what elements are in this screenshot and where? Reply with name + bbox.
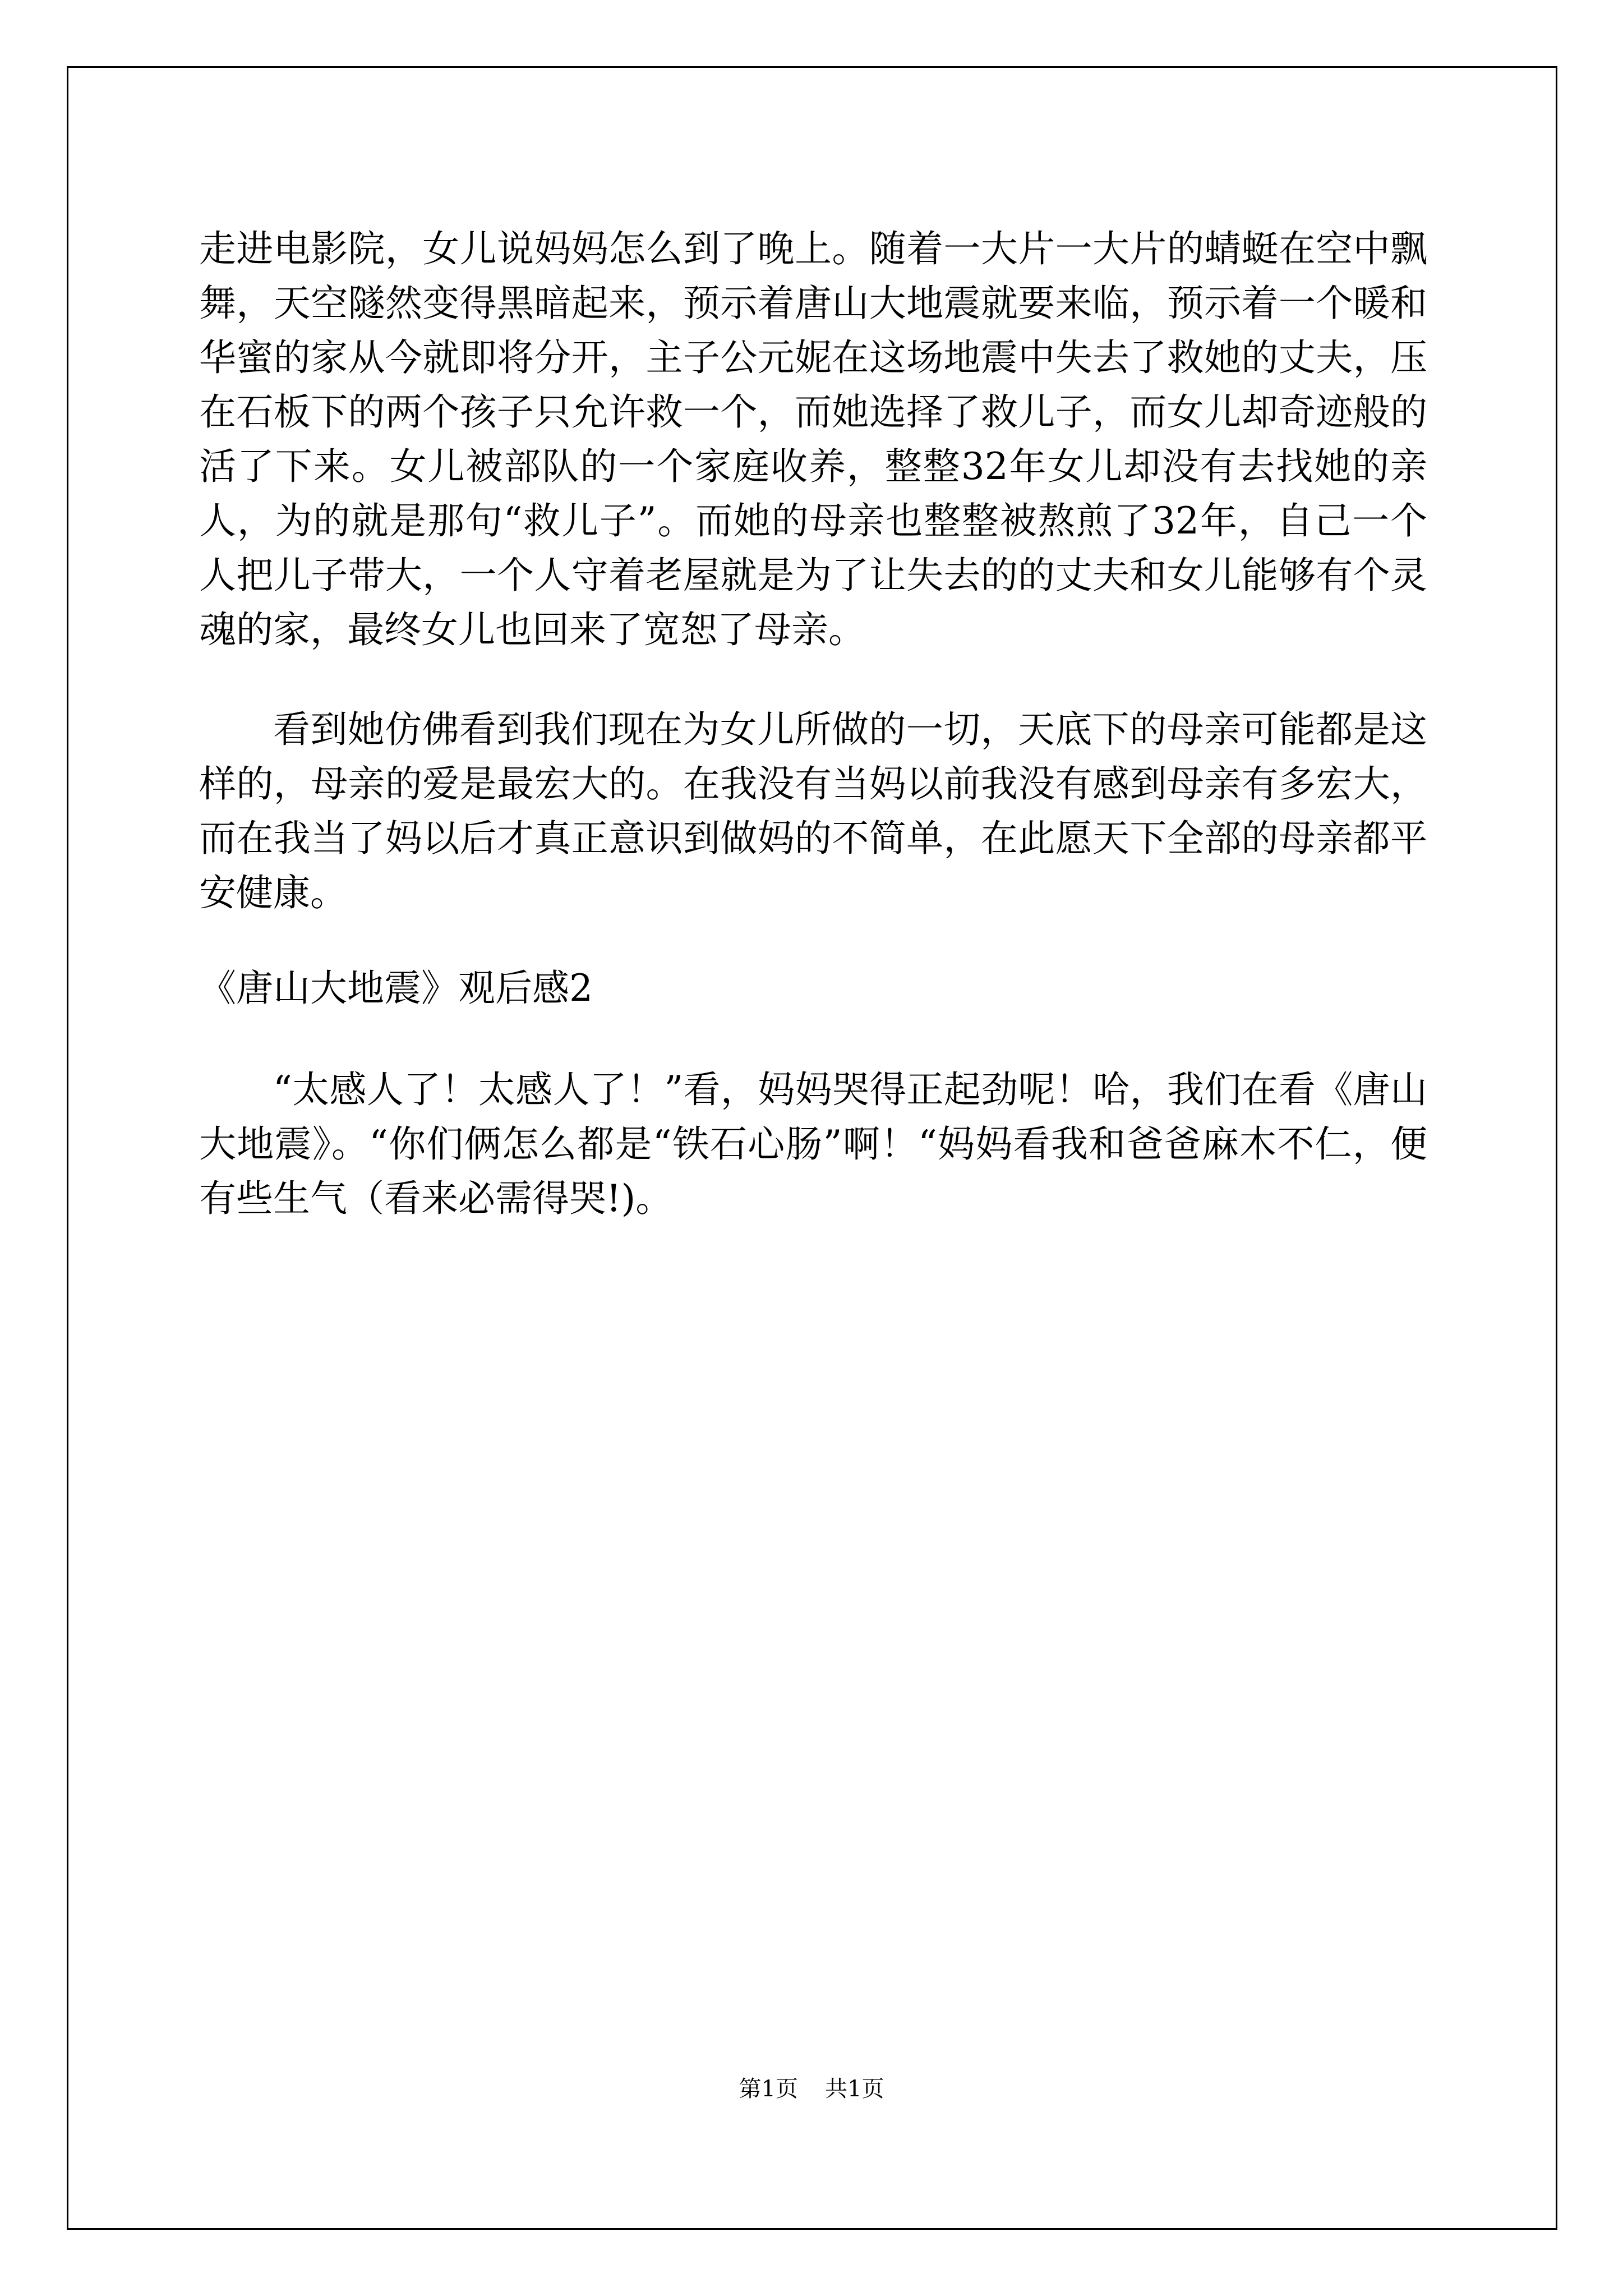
page-footer xyxy=(0,2071,1623,2103)
page-total: 共1页 xyxy=(825,2076,884,2102)
paragraph-3: “太感人了！太感人了！”看，妈妈哭得正起劲呢！哈，我们在看《唐山大地震》。“你们俩怎么都是“铁石心肠”啊！“妈妈看我和爸爸麻木不仁，便有些生气（看来必需得哭!)。 xyxy=(199,1068,1427,1220)
paragraph-1: 走进电影院，女儿说妈妈怎么到了晚上。随着一大片一大片的蜻蜓在空中飘舞，天空隧然变得黑暗起来，预示着唐山大地震就要来临，预示着一个暖和华蜜的家从今就即将分开，主子公元妮在这场地震中失去了救她的丈夫，压在石板下的两个孩子只允许救一个，而她选择了救儿子，而女儿却奇迹般的活了下来。女儿被部队的一个家庭收养，整整32年女儿却没有去找她的亲人，为的就是那句“救儿子”。而她的母亲也整整被熬煎了32年，自己一个人把儿子带大，一个人守着老屋就是为了让失去的的丈夫和女儿能够有个灵魂的家，最终女儿也回来了宽恕了母亲。 xyxy=(199,227,1427,651)
page-number: 第1页 xyxy=(739,2076,798,2102)
document-body xyxy=(199,222,1427,1271)
paragraph-2: 看到她仿佛看到我们现在为女儿所做的一切，天底下的母亲可能都是这样的，母亲的爱是最宏大的。在我没有当妈以前我没有感到母亲有多宏大，而在我当了妈以后才真正意识到做妈的不简单，在此愿天下全部的母亲都平安健康。 xyxy=(199,708,1427,914)
section-title: 《唐山大地震》观后感2 xyxy=(199,967,593,1010)
